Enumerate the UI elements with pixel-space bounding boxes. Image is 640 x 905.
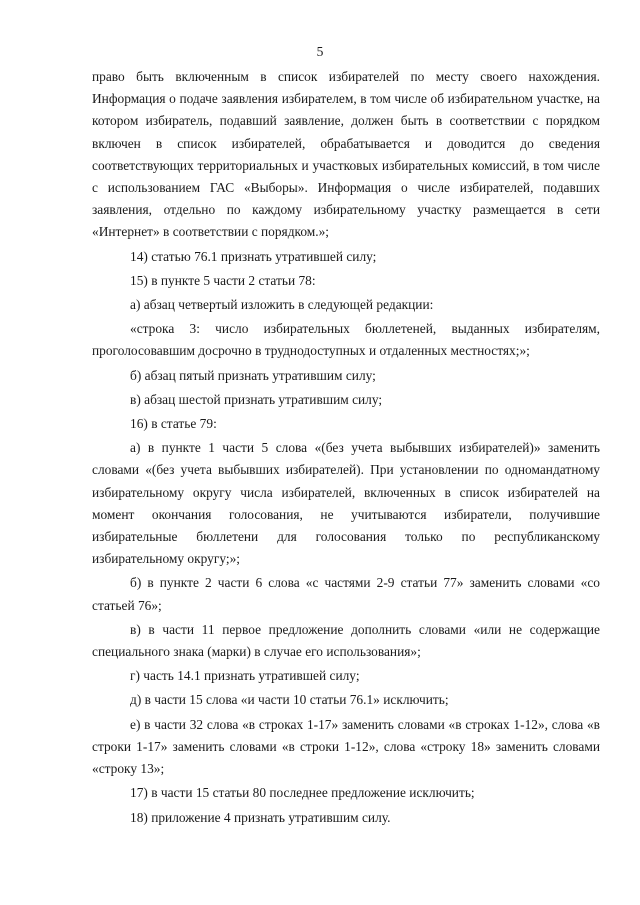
paragraph-item-16a: а) в пункте 1 части 5 слова «(без учета выбывших избирателей)» заменить словами «(без учета выбывших избирателей). При установлении по одномандатному избирательному округу числа избирателей, включенных в список избирателей на момент окончания голосования, не учитываются избиратели, получившие избирательные бюллетени для голосования только по республиканскому избирательному округу;»; bbox=[92, 440, 600, 567]
paragraph-item-16g: г) часть 14.1 признать утратившей силу; bbox=[130, 668, 360, 684]
paragraph-item-16d: д) в части 15 слова «и части 10 статьи 76.1» исключить; bbox=[130, 692, 449, 708]
paragraph-item-14: 14) статью 76.1 признать утратившей силу; bbox=[130, 248, 377, 264]
page-number: 5 bbox=[316, 44, 324, 59]
paragraph-item-15b: б) абзац пятый признать утратившим силу; bbox=[130, 367, 376, 383]
paragraph-item-16v: в) в части 11 первое предложение дополнить словами «или не содержащие специального знака (марки) в случае его использования»; bbox=[92, 621, 600, 660]
paragraph-item-17: 17) в части 15 статьи 80 последнее предложение исключить; bbox=[130, 785, 475, 801]
document-body bbox=[92, 66, 600, 829]
paragraph-item-16e: е) в части 32 слова «в строках 1-17» заменить словами «в строках 1-12», слова «в строки 1-17» заменить словами «в строки 1-12», слова «строку 18» заменить словами «строку 13»; bbox=[92, 716, 600, 777]
paragraph-item-15a: а) абзац четвертый изложить в следующей редакции: bbox=[130, 297, 434, 313]
paragraph-item-15v: в) абзац шестой признать утратившим силу; bbox=[130, 391, 383, 407]
paragraph-quote-row-3: «строка 3: число избирательных бюллетеней, выданных избирателям, проголосовавшим досрочно в труднодоступных и отдаленных местностях;»; bbox=[92, 321, 600, 359]
paragraph-item-15: 15) в пункте 5 части 2 статьи 78: bbox=[130, 272, 316, 288]
paragraph-item-16b: б) в пункте 2 части 6 слова «с частями 2-9 статьи 77» заменить словами «со статьей 76»; bbox=[92, 575, 600, 613]
paragraph-item-16: 16) в статье 79: bbox=[130, 416, 217, 432]
paragraph-item-18: 18) приложение 4 признать утратившим силу. bbox=[130, 809, 391, 825]
paragraph-continuation: право быть включенным в список избирателей по месту своего нахождения. Информация о подаче заявления избирателем, в том числе об избирательном участке, на котором избиратель, подавший заявление, должен быть в соответствии с порядком включен в список избирателей, обрабатывается и доводится до сведения соответствующих территориальных и участковых избирательных комиссий, в том числе с использованием ГАС «Выборы». Информация о числе избирателей, подавших заявления, отдельно по каждому избирательному участку размещается в сети «Интернет» в соответствии с порядком.»; bbox=[92, 69, 600, 240]
